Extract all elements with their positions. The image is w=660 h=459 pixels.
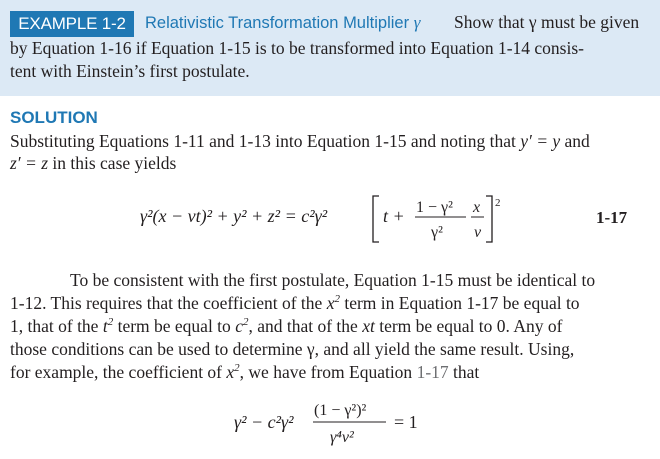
- eq17-t: t +: [383, 206, 405, 226]
- eqf-lhs: γ² − c²γ²: [234, 412, 294, 432]
- eqf-denominator: γ⁴v²: [330, 429, 354, 446]
- x2-term: $x^2$: [326, 293, 340, 313]
- example-title-symbol: γ: [413, 13, 421, 32]
- example-label: EXAMPLE 1-2: [10, 11, 134, 37]
- solution-intro-line1: [10, 131, 590, 152]
- equation-final: [234, 396, 434, 454]
- paragraph-line3-a: 1, that of the: [10, 316, 99, 336]
- paragraph-line2-b: term in Equation 1-17 be equal to: [344, 293, 580, 313]
- eq17-power: 2: [495, 197, 501, 209]
- solution-intro-c: and: [564, 131, 590, 151]
- xt-term: xt: [362, 316, 375, 336]
- paragraph-line3-d: term be equal to 0. Any of: [379, 316, 563, 336]
- solution-intro-d: in this case yields: [52, 153, 177, 173]
- equation-reference: 1-17: [416, 362, 449, 382]
- paragraph-line2: [10, 293, 580, 314]
- paragraph-line1: To be consistent with the first postulate, Equation 1-15 must be identical to: [70, 270, 596, 290]
- paragraph-line3-b: term be equal to: [117, 316, 231, 336]
- eq17-x: x: [473, 199, 481, 216]
- eq17-lhs: γ²(x − vt)² + y² + z² = c²γ²: [140, 206, 328, 226]
- eq17-left-bracket: [373, 196, 379, 242]
- c2-term: $c^2$: [235, 316, 249, 336]
- solution-intro-eq2: z′ = z: [10, 153, 49, 173]
- paragraph-line3-c: , and that of the: [248, 316, 358, 336]
- example-text-line1: Show that γ must be given: [454, 12, 640, 32]
- eq17-denominator: γ²: [431, 224, 443, 241]
- example-title: [145, 13, 420, 33]
- eq17-right-bracket: [486, 196, 492, 242]
- eq17-numerator: 1 − γ²: [416, 199, 453, 216]
- x2-term-2: $x^2$: [226, 362, 240, 382]
- paragraph-line2-a: 1-12. This requires that the coefficient of the: [10, 293, 323, 313]
- eqf-rhs: = 1: [394, 412, 418, 432]
- eqf-numerator: (1 − γ²)²: [314, 402, 367, 419]
- paragraph-line5: [10, 362, 479, 383]
- solution-intro-a: Substituting Equations 1-11 and 1-13 into Equation 1-15 and noting that: [10, 131, 516, 151]
- example-title-text: Relativistic Transformation Multiplier: [145, 14, 410, 32]
- eq17-v: v: [474, 224, 482, 241]
- solution-heading: SOLUTION: [10, 108, 98, 127]
- example-text-line2: by Equation 1-16 if Equation 1-15 is to be transformed into Equation 1-14 consis-: [10, 38, 584, 58]
- equation-number: 1-17: [596, 208, 628, 227]
- solution-intro-line2: [10, 153, 176, 174]
- solution-intro-eq1: y′ = y: [520, 131, 561, 151]
- paragraph-line5-b: , we have from Equation: [239, 362, 413, 382]
- paragraph-line4: those conditions can be used to determine γ, and all yield the same result. Using,: [10, 339, 575, 359]
- paragraph-line3: [10, 316, 562, 337]
- example-text-line3: tent with Einstein’s first postulate.: [10, 61, 250, 81]
- paragraph-line5-a: for example, the coefficient of: [10, 362, 223, 382]
- equation-1-17: [140, 190, 520, 246]
- t2-term: $t^2$: [102, 316, 114, 336]
- paragraph-line5-c: that: [453, 362, 480, 382]
